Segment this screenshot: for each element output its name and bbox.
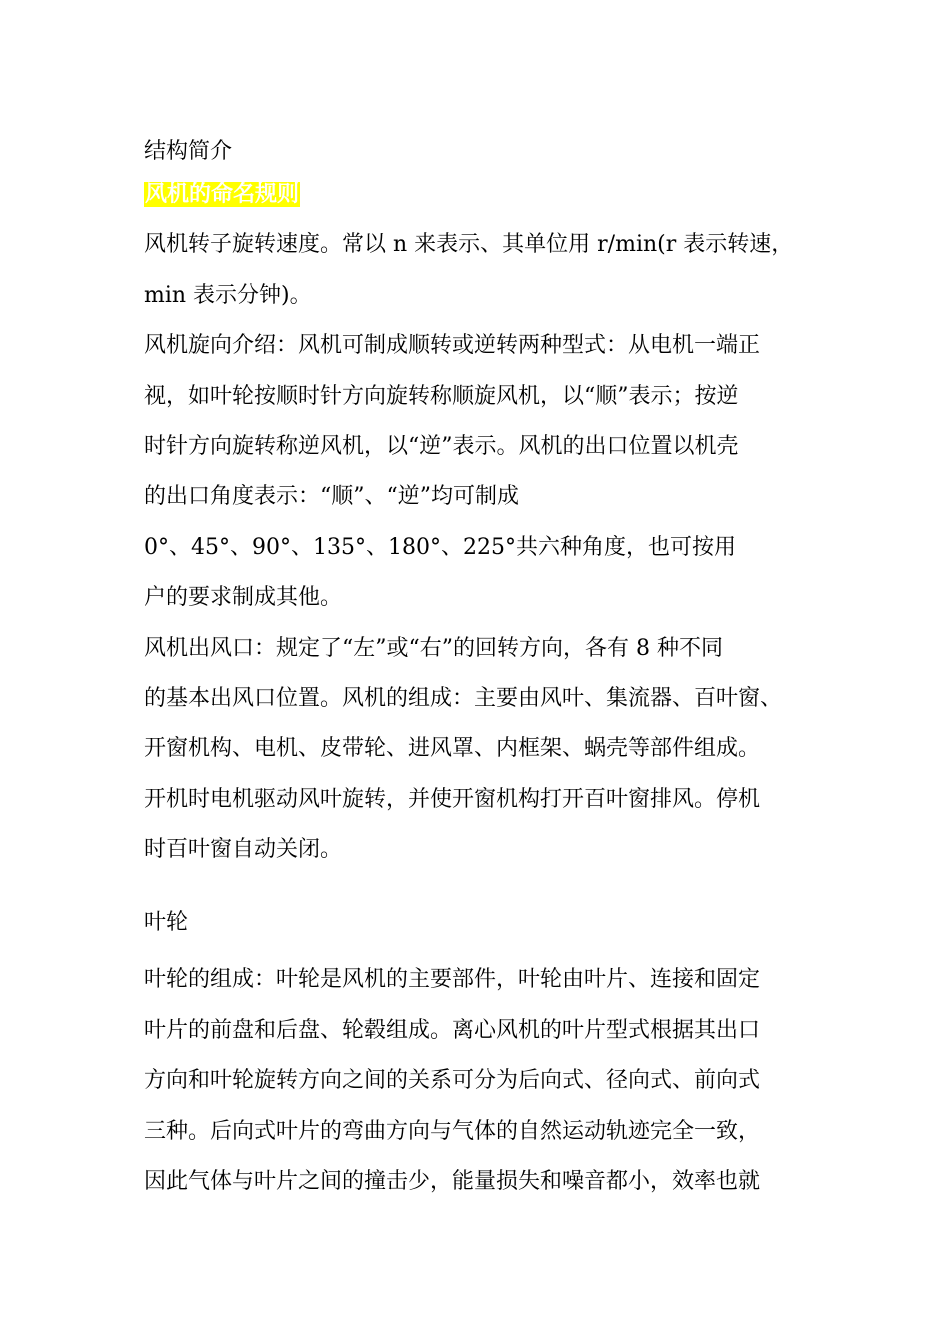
paragraph-line: 叶轮的组成：叶轮是风机的主要部件，叶轮由叶片、连接和固定	[144, 967, 761, 993]
paragraph-line: 的基本出风口位置。风机的组成：主要由风叶、集流器、百叶窗、	[144, 685, 783, 711]
section-title: 叶轮	[144, 910, 189, 936]
paragraph-line: 风机转子旋转速度。常以 n 来表示、其单位用 r/min(r 表示转速，	[144, 232, 794, 258]
section-spacer	[144, 875, 816, 905]
paragraph-line: 的出口角度表示：“顺”、“逆”均可制成	[144, 484, 519, 510]
paragraph-line: 户的要求制成其他。	[144, 585, 343, 611]
paragraph-line: 0°、45°、90°、135°、180°、225°共六种角度，也可按用	[144, 534, 736, 560]
section1-body	[144, 220, 816, 875]
paragraph-line: 方向和叶轮旋转方向之间的关系可分为后向式、径向式、前向式	[144, 1068, 761, 1094]
section2-body	[144, 955, 816, 1207]
paragraph-line: 时百叶窗自动关闭。	[144, 837, 343, 863]
paragraph-line: 风机出风口：规定了“左”或“右”的回转方向，各有 8 种不同	[144, 635, 723, 661]
paragraph-line: 开窗机构、电机、皮带轮、进风罩、内框架、蜗壳等部件组成。	[144, 736, 761, 762]
paragraph-line: 因此气体与叶片之间的撞击少，能量损失和噪音都小，效率也就	[144, 1169, 761, 1195]
paragraph-line: 叶片的前盘和后盘、轮毂组成。离心风机的叶片型式根据其出口	[144, 1017, 761, 1043]
section-title: 结构简介	[144, 139, 233, 164]
paragraph-line: 三种。后向式叶片的弯曲方向与气体的自然运动轨迹完全一致，	[144, 1118, 761, 1144]
highlighted-subtitle: 风机的命名规则	[145, 182, 300, 207]
document-page	[144, 134, 816, 1207]
paragraph-line: 视，如叶轮按顺时针方向旋转称顺旋风机，以“顺”表示；按逆	[144, 383, 739, 409]
paragraph-line: min 表示分钟)。	[144, 282, 312, 308]
paragraph-line: 开机时电机驱动风叶旋转，并使开窗机构打开百叶窗排风。停机	[144, 786, 761, 812]
paragraph-line: 风机旋向介绍：风机可制成顺转或逆转两种型式：从电机一端正	[144, 333, 761, 359]
paragraph-line: 时针方向旋转称逆风机，以“逆”表示。风机的出口位置以机壳	[144, 433, 739, 459]
highlighted-subtitle-row	[144, 170, 816, 220]
